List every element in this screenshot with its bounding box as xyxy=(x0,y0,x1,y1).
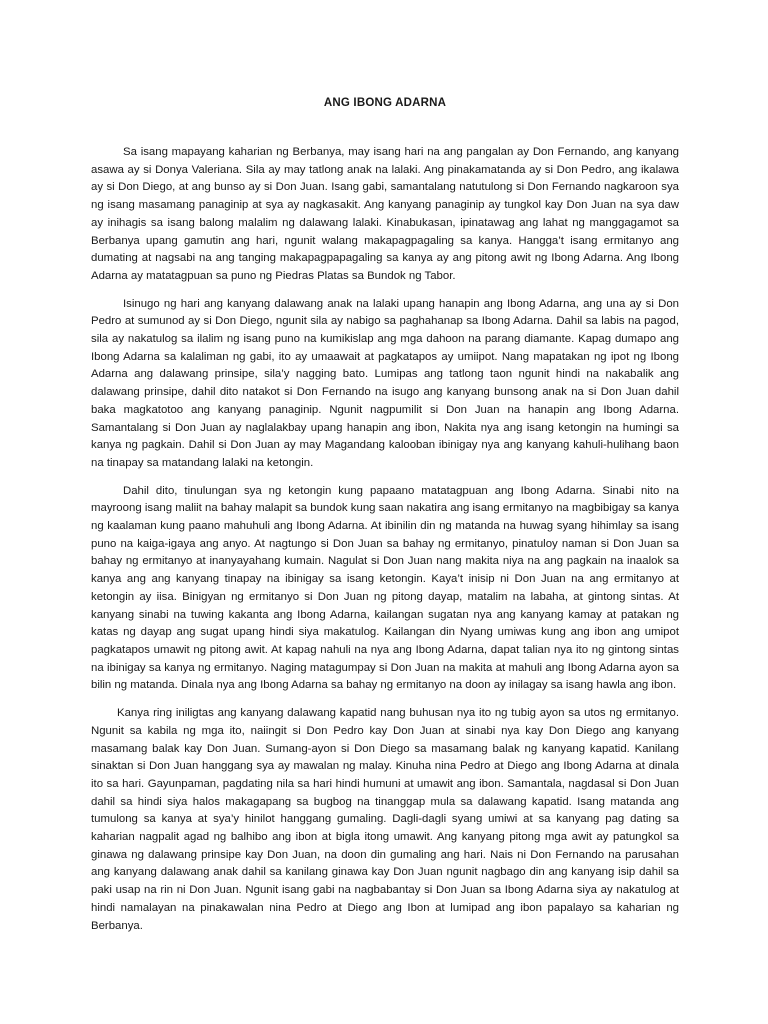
paragraph-4: Kanya ring iniligtas ang kanyang dalawang kapatid nang buhusan nya ito ng tubig ayon sa utos ng ermitanyo. Ngunit sa kabila ng mga ito, naiingit si Don Pedro kay Don Juan at sinabi nya kay Don Diego ang kanyang masamang balak kay Don Juan. Sumang-ayon si Don Diego sa masamang balak ng kanyang kapatid. Kanilang sinaktan si Don Juan hanggang sya ay mawalan ng malay. Kinuha nina Pedro at Diego ang Ibong Adarna at dinala ito sa hari. Gayunpaman, pagdating nila sa hari hindi humuni at umawit ang ibon. Samantala, nagdasal si Don Juan dahil sa hindi siya halos makagapang sa bugbog na tinanggap mula sa dalawang kapatid. Isang matanda ang tumulong sa kanya at sya’y hinilot hanggang gumaling. Dagli-dagli syang umiwi at sa kanyang pag dating sa kaharian nagpalit agad ng balhibo ang ibon at bigla itong umawit. Ang kanyang pitong mga awit ay patungkol sa ginawa ng dalawang prinsipe kay Don Juan, na doon din gumaling ang hari. Nais ni Don Fernando na parusahan ang kanyang dalawang anak dahil sa kanilang ginawa kay Don Juan ngunit nagbago din ang kanyang isip dahil sa paki usap na rin ni Don Juan. Ngunit isang gabi na nagbabantay si Don Juan sa Ibong Adarna siya ay nakatulog at hindi namalayan na pinakawalan nina Pedro at Diego ang Ibon at lumipad ang ibon papalayo sa kaharian ng Berbanya. xyxy=(91,707,679,932)
paragraph-2: Isinugo ng hari ang kanyang dalawang anak na lalaki upang hanapin ang Ibong Adarna, ang una ay si Don Pedro at sumunod ay si Don Diego, ngunit sila ay nabigo sa paghahanap sa Ibong Adarna. Dahil sa labis na pagod, sila ay nakatulog sa ilalim ng isang puno na kumikislap ang mga dahoon na parang diamante. Kapag dumapo ang Ibong Adarna sa kalaliman ng gabi, ito ay umaawait at pagkatapos ay umiipot. Nang mapatakan ng ipot ng Ibong Adarna ang dalawang prinsipe, sila’y nagging bato. Lumipas ang tatlong taon ngunit hindi na nakabalik ang dalawang prinsipe, dahil dito natakot si Don Fernando na isugo ang kanyang bunsong anak na si Don Juan dahil baka magkatotoo ang kanyang panaginip. Ngunit nagpumilit si Don Juan na hanapin ang Ibong Adarna. Samantalang si Don Juan ay naglalakbay upang hanapin ang ibon, Nakita nya ang isang ketongin na humingi sa kanya ng pagkain. Dahil si Don Juan ay may Magandang kalooban ibinigay nya ang kanyang kahuli-hulihang baon na tinapay sa matandang lalaki na ketongin. xyxy=(91,297,679,469)
paragraph-3: Dahil dito, tinulungan sya ng ketongin kung papaano matatagpuan ang Ibong Adarna. Sinabi nito na mayroong isang maliit na bahay malapit sa bundok kung saan nakatira ang isang ermitanyo na magbibigay sa kanya ng kaalaman kung paano mahuhuli ang Ibong Adarna. At ibinilin din ng matanda na huwag syang hihimlay sa isang puno na kaiga-igaya ang anyo. At nagtungo si Don Juan sa bahay ng ermitanyo, pinatuloy naman si Don Juan sa bahay ng ermitanyo at inanyayahang kumain. Nagulat si Don Juan nang makita niya na ang pagkain na inaalok sa kanya ang ang kanyang tinapay na ibinigay sa isang ketongin. Kaya’t inisip ni Don Juan na ang ermitanyo at ketongin ay iisa. Binigyan ng ermitanyo si Don Juan ng pitong dayap, matalim na labaha, at gintong sintas. At kanyang sinabi na tuwing kakanta ang Ibong Adarna, kailangan sugatan nya ang kanyang kamay at patakan ng katas ng dayap ang sugat upang hindi siya makatulog. Kailangan din Nyang umiwas kung ang ibon ang umipot pagkatapos umawit ng pitong awit. At kapag nahuli na nya ang Ibong Adarna, dapat talian nya ito ng gintong sintas na ibinigay sa kanya ng ermitanyo. Naging matagumpay si Don Juan na makita at mahuli ang Ibong Adarna ayon sa bilin ng matanda. Dinala nya ang Ibong Adarna sa bahay ng ermitanyo na doon ay inilagay sa isang hawla ang ibon. xyxy=(91,484,679,692)
document-title: ANG IBONG ADARNA xyxy=(323,97,447,109)
paragraph-1: Sa isang mapayang kaharian ng Berbanya, may isang hari na ang pangalan ay Don Fernando, ang kanyang asawa ay si Donya Valeriana. Sila ay may tatlong anak na lalaki. Ang pinakamatanda ay si Don Pedro, ang ikalawa ay si Don Diego, at ang bunso ay si Don Juan. Isang gabi, samantalang natutulong si Don Fernando nagkaroon sya ng isang masamang panaginip at sya ay nagkasakit. Ang kanyang panaginip ay tungkol kay Don Juan na sya daw ay inihagis sa isang balong malalim ng dalawang lalaki. Kinabukasan, ipinatawag ang lahat ng manggagamot sa Berbanya upang gamutin ang hari, ngunit walang makapagpagaling sa kanya. Hangga’t isang ermitanyo ang dumating at nagsabi na ang tanging makapagpapagaling sa kanya ay ang pitong awit ng Ibong Adarna. Ang Ibong Adarna ay matatagpuan sa puno ng Piedras Platas sa Bundok ng Tabor. xyxy=(91,146,679,282)
